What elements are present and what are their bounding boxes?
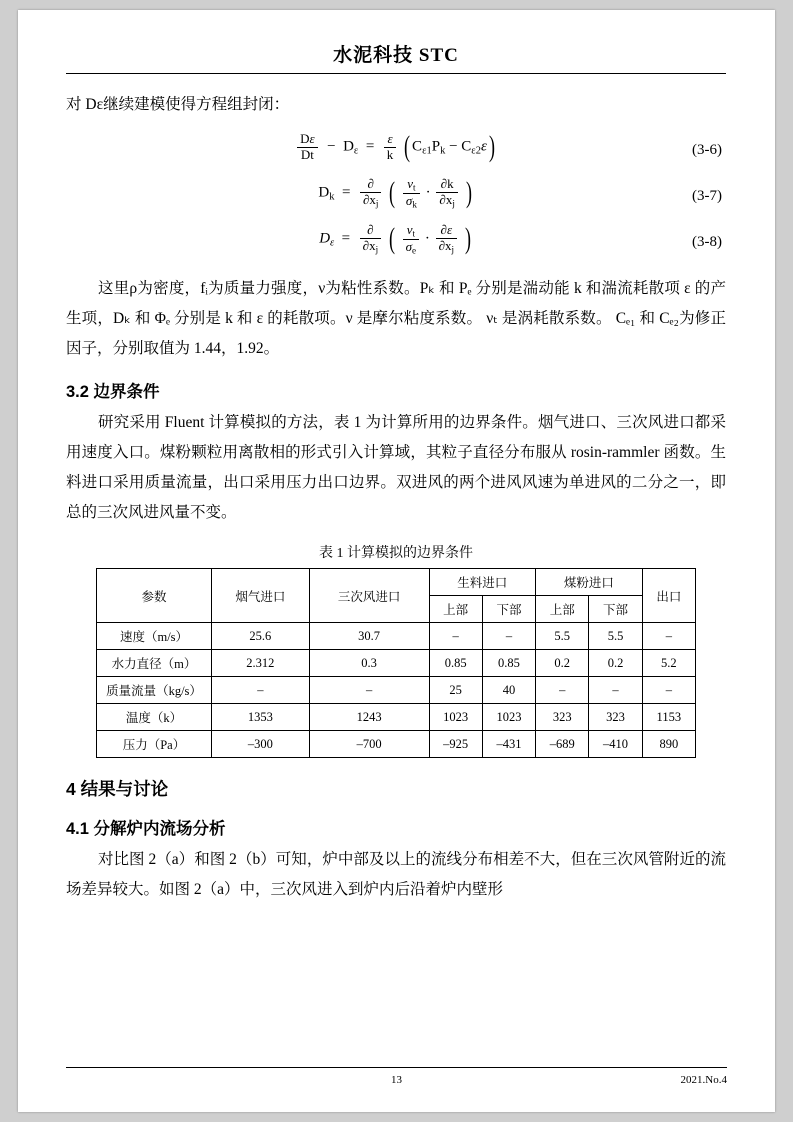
cell: 0.2	[589, 650, 642, 677]
table-subheader-raw-meal-lower: 下部	[482, 596, 535, 623]
table-header-parameter: 参数	[97, 569, 212, 623]
cell: –	[642, 677, 695, 704]
cell: 25.6	[212, 623, 310, 650]
cell: –	[212, 677, 310, 704]
table-subheader-raw-meal-upper: 上部	[429, 596, 482, 623]
cell: –700	[309, 731, 429, 758]
table-header-row-top	[97, 569, 696, 596]
page-number: 13	[391, 1074, 402, 1086]
equation-3-7-body: $D_k$ = $\frac{\partial}{\partial x_j}$ ( $\frac{\nu_t}{\sigma_k}$ · $\frac{\partial k}{\partial x_j}$ )	[318, 175, 472, 210]
table-header-flue-gas-inlet: 烟气进口	[212, 569, 310, 623]
cell: 0.85	[429, 650, 482, 677]
equation-3-6	[66, 130, 726, 176]
equation-3-8-number: (3-8)	[692, 234, 722, 250]
section-heading-3-2: 3.2 边界条件	[66, 383, 160, 401]
section-heading-4: 4 结果与讨论	[66, 779, 169, 799]
cell: 1023	[429, 704, 482, 731]
cell: 323	[536, 704, 589, 731]
cell: 1153	[642, 704, 695, 731]
intro-text: 对 Dε继续建模使得方程组封闭：	[66, 96, 290, 113]
cell: –	[429, 623, 482, 650]
equation-3-7	[66, 176, 726, 222]
row-label-velocity: 速度（m/s）	[97, 623, 212, 650]
table-header-pulverized-coal-inlet: 煤粉进口	[536, 569, 643, 596]
cell: –431	[482, 731, 535, 758]
cell: 0.85	[482, 650, 535, 677]
table-header-outlet: 出口	[642, 569, 695, 623]
cell: –	[309, 677, 429, 704]
cell: 1353	[212, 704, 310, 731]
row-label-hydraulic-diameter: 水力直径（m）	[97, 650, 212, 677]
section-3-2-paragraph: 研究采用 Fluent 计算模拟的方法，表 1 为计算所用的边界条件。烟气进口、三次风进口都采用速度入口。煤粉颗粒用离散相的形式引入计算域，其粒子直径分布服从 rosin-rammler 函数。生料进口采用质量流量，出口采用压力出口边界。双进风的两个进风风速为单进风的二分之一，即总的三次风进风量不变。	[66, 414, 726, 521]
row-label-pressure: 压力（Pa）	[97, 731, 212, 758]
row-label-temperature: 温度（k）	[97, 704, 212, 731]
cell: –300	[212, 731, 310, 758]
cell: 30.7	[309, 623, 429, 650]
equation-3-6-body: $\frac{D\varepsilon}{Dt}$ − $D_\varepsilon$ = $\frac{\varepsilon}{k}$ ( $C_{\varepsilon 1}P_k - C_{\varepsilon 2}\varepsilon$)	[66, 130, 726, 164]
issue-label: 2021.No.4	[680, 1074, 727, 1086]
page-header-title: 水泥科技 STC	[333, 45, 459, 66]
boundary-conditions-table	[96, 568, 696, 758]
cell: 1023	[482, 704, 535, 731]
row-label-mass-flow: 质量流量（kg/s）	[97, 677, 212, 704]
section-heading-4-1: 4.1 分解炉内流场分析	[66, 820, 226, 838]
cell: –	[536, 677, 589, 704]
table-caption: 表 1 计算模拟的边界条件	[319, 546, 473, 561]
cell: 1243	[309, 704, 429, 731]
equation-3-8-body: $D_\varepsilon$ = $\frac{\partial}{\partial x_j}$ ( $\frac{\nu_t}{\sigma_e}$ · $\frac{\partial\varepsilon}{\partial x_j}$ )	[319, 221, 471, 256]
cell: 5.5	[536, 623, 589, 650]
equation-3-7-number: (3-7)	[692, 188, 722, 204]
cell: 25	[429, 677, 482, 704]
cell: 890	[642, 731, 695, 758]
table-row	[97, 650, 696, 677]
cell: 5.2	[642, 650, 695, 677]
table-row	[97, 731, 696, 758]
page-footer	[66, 1067, 727, 1090]
cell: –	[589, 677, 642, 704]
equation-3-6-number: (3-6)	[692, 142, 722, 158]
section-4-1-paragraph: 对比图 2（a）和图 2（b）可知，炉中部及以上的流线分布相差不大，但在三次风管附近的流场差异较大。如图 2（a）中，三次风进入到炉内后沿着炉内壁形	[66, 851, 726, 898]
equation-3-8	[66, 222, 726, 268]
cell: 40	[482, 677, 535, 704]
header-divider	[66, 73, 726, 74]
document-page	[18, 10, 775, 1112]
intro-paragraph	[66, 90, 726, 120]
table-header-tertiary-air-inlet: 三次风进口	[309, 569, 429, 623]
footer-divider	[66, 1067, 727, 1068]
table-row	[97, 677, 696, 704]
table-row	[97, 704, 696, 731]
cell: 0.2	[536, 650, 589, 677]
cell: –	[642, 623, 695, 650]
cell: –689	[536, 731, 589, 758]
cell: 5.5	[589, 623, 642, 650]
equation-block	[66, 130, 726, 268]
table-header-raw-meal-inlet: 生料进口	[429, 569, 536, 596]
cell: 0.3	[309, 650, 429, 677]
cell: 2.312	[212, 650, 310, 677]
cell: –	[482, 623, 535, 650]
cell: –410	[589, 731, 642, 758]
cell: 323	[589, 704, 642, 731]
page-content	[66, 40, 726, 907]
cell: –925	[429, 731, 482, 758]
table-row	[97, 623, 696, 650]
table-subheader-coal-upper: 上部	[536, 596, 589, 623]
nomenclature-paragraph: 这里ρ为密度，fᵢ为质量力强度，ν为粘性系数。Pₖ 和 Pₑ 分别是湍动能 k 和湍流耗散项 ε 的产生项，Dₖ 和 Φₑ 分别是 k 和 ε 的耗散项。ν 是摩尔粘度系数。 νₜ 是涡耗散系数。 Cₑ₁ 和 Cₑ₂为修正因子，分别取值为 1.44，1.92。	[66, 280, 726, 357]
table-subheader-coal-lower: 下部	[589, 596, 642, 623]
